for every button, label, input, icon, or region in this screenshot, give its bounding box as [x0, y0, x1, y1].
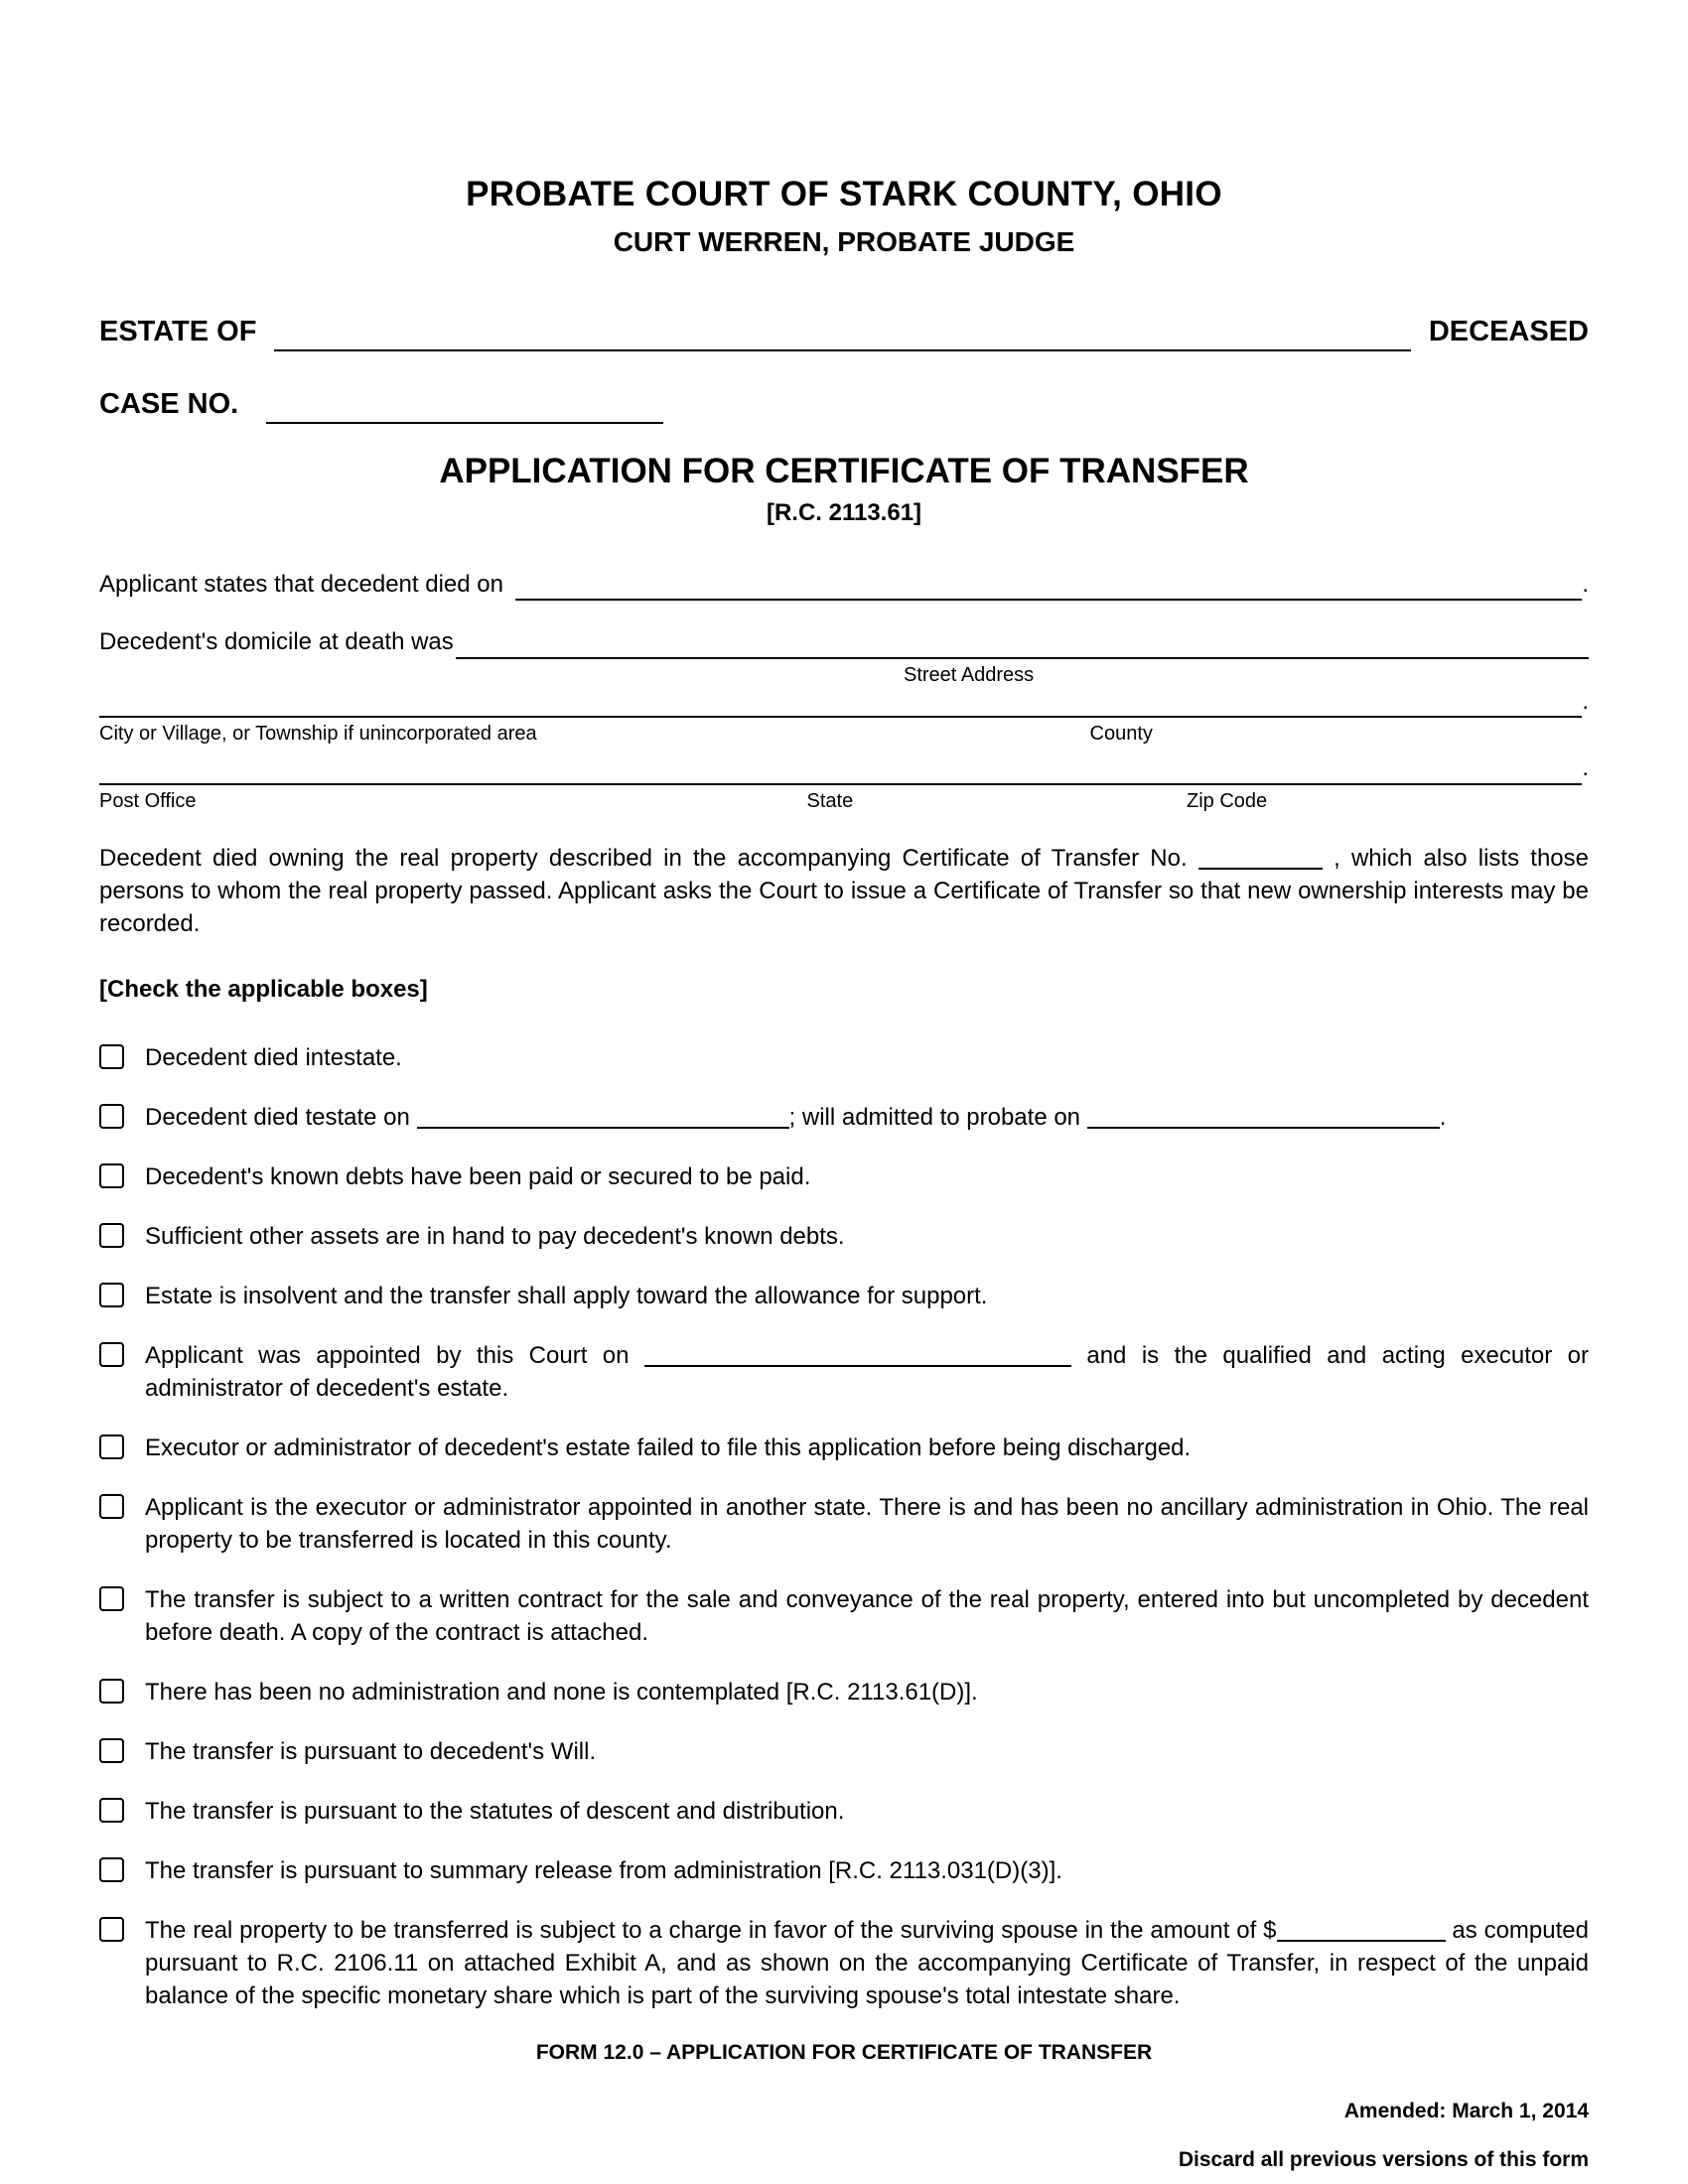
checkbox-12[interactable]: [99, 1798, 124, 1823]
footer-notes: [1179, 2078, 1589, 2174]
checkbox-list: [99, 1041, 1589, 2012]
state-caption: State: [806, 789, 854, 812]
checkbox-item-3: [99, 1160, 1589, 1193]
case-no-label: CASE NO.: [99, 388, 239, 421]
text-segment: and is the qualified and acting executor or administrator of decedent's estate.: [145, 1342, 1589, 1403]
post-office-state-zip-field[interactable]: [99, 761, 1582, 785]
text-segment: Decedent died testate on: [145, 1104, 417, 1132]
checkbox-label-10: [145, 1676, 1589, 1708]
checkbox-4[interactable]: [99, 1223, 124, 1248]
checkbox-label-14: [145, 1914, 1589, 2012]
checkbox-5[interactable]: [99, 1283, 124, 1307]
checkbox-item-13: [99, 1854, 1589, 1887]
checkbox-label-12: [145, 1795, 1589, 1828]
text-segment: There has been no administration and none is contemplated [R.C. 2113.61(D)].: [145, 1679, 978, 1706]
checkbox-item-14: [99, 1914, 1589, 2012]
checkbox-3[interactable]: [99, 1163, 124, 1188]
text-segment: Decedent died intestate.: [145, 1044, 402, 1072]
testate-date-field[interactable]: [417, 1107, 789, 1129]
post-office-row: [99, 752, 1589, 784]
checkbox-item-12: [99, 1795, 1589, 1828]
death-date-field[interactable]: [515, 574, 1582, 602]
deceased-label: DECEASED: [1428, 316, 1589, 348]
paragraph-text-before: Decedent died owning the real property described in the accompanying Certificate of Transfer No.: [99, 844, 1188, 872]
checkbox-6[interactable]: [99, 1342, 124, 1367]
text-segment: The transfer is pursuant to summary release from administration [R.C. 2113.031(D)(3)].: [145, 1857, 1062, 1885]
estate-of-label: ESTATE OF: [99, 316, 257, 348]
checkbox-label-4: [145, 1220, 1589, 1253]
city-county-row: [99, 686, 1589, 718]
death-date-row: [99, 569, 1589, 601]
checkbox-7[interactable]: [99, 1434, 124, 1459]
checkbox-item-8: [99, 1491, 1589, 1557]
certificate-paragraph: [99, 842, 1589, 940]
city-county-caption-row: [99, 718, 1589, 745]
checkbox-item-2: [99, 1101, 1589, 1134]
text-segment: Applicant is the executor or administrator appointed in another state. There is and has been no ancillary administration in Ohio. The real property to be transferred is located in this county.: [145, 1494, 1589, 1555]
domicile-row: [99, 626, 1589, 658]
city-county-field[interactable]: [99, 694, 1582, 718]
case-no-row: [99, 385, 1589, 424]
checkbox-13[interactable]: [99, 1857, 124, 1882]
period: .: [1582, 754, 1589, 782]
checkbox-label-2: [145, 1101, 1589, 1134]
death-date-label: Applicant states that decedent died on: [99, 570, 503, 598]
post-office-caption-row: [99, 785, 1589, 812]
checkbox-instruction: [Check the applicable boxes]: [99, 975, 428, 1003]
text-segment: Executor or administrator of decedent's estate failed to file this application before being discharged.: [145, 1434, 1192, 1462]
text-segment: Estate is insolvent and the transfer shall apply toward the allowance for support.: [145, 1283, 988, 1310]
judge-name: CURT WERREN, PROBATE JUDGE: [613, 226, 1075, 258]
discard-notice: Discard all previous versions of this form: [1178, 2147, 1589, 2171]
zip-caption: Zip Code: [1187, 789, 1268, 812]
checkbox-label-8: [145, 1491, 1589, 1557]
street-address-caption: Street Address: [904, 663, 1035, 686]
form-statute: [R.C. 2113.61]: [766, 498, 922, 526]
amended-date: Amended: March 1, 2014: [1343, 2100, 1589, 2123]
checkbox-14[interactable]: [99, 1917, 124, 1942]
text-segment: Applicant was appointed by this Court on: [145, 1342, 644, 1370]
text-segment: ; will admitted to probate on: [788, 1104, 1087, 1132]
checkbox-label-9: [145, 1583, 1589, 1649]
text-segment: .: [1439, 1104, 1447, 1132]
paragraph-text-after: , which also lists those persons to whom the real property passed. Applicant asks the Court to issue a Certificate of Transfer so that new ownership interests may be recorded.: [99, 844, 1589, 937]
text-segment: The transfer is pursuant to the statutes of descent and distribution.: [145, 1798, 845, 1826]
checkbox-label-11: [145, 1735, 1589, 1768]
checkbox-item-1: [99, 1041, 1589, 1074]
street-address-caption-row: [99, 659, 1589, 686]
checkbox-item-5: [99, 1280, 1589, 1312]
checkbox-label-3: [145, 1160, 1589, 1193]
checkbox-item-9: [99, 1583, 1589, 1649]
case-no-field[interactable]: [266, 391, 663, 424]
county-caption: County: [1089, 723, 1153, 746]
text-segment: as computed pursuant to R.C. 2106.11 on attached Exhibit A, and as shown on the accompanying Certificate of Transfer, in respect of the unpaid balance of the specific monetary share which is part of the surviving spouse's total intestate share.: [145, 1917, 1589, 2010]
form-title: APPLICATION FOR CERTIFICATE OF TRANSFER: [439, 452, 1249, 491]
appointment-date-field[interactable]: [644, 1345, 1071, 1367]
checkbox-1[interactable]: [99, 1044, 124, 1069]
checkbox-11[interactable]: [99, 1738, 124, 1763]
street-address-field[interactable]: [456, 631, 1589, 659]
checkbox-item-7: [99, 1432, 1589, 1464]
checkbox-2[interactable]: [99, 1104, 124, 1129]
text-segment: The real property to be transferred is subject to a charge in favor of the surviving spouse in the amount of $: [145, 1917, 1277, 1945]
checkbox-item-6: [99, 1339, 1589, 1405]
checkbox-item-10: [99, 1676, 1589, 1708]
form-footer-caption: FORM 12.0 – APPLICATION FOR CERTIFICATE OF TRANSFER: [535, 2041, 1153, 2065]
text-segment: The transfer is subject to a written contract for the sale and conveyance of the real property, entered into but uncompleted by decedent before death. A copy of the contract is attached.: [145, 1586, 1589, 1647]
estate-of-row: [99, 313, 1589, 351]
checkbox-10[interactable]: [99, 1679, 124, 1704]
estate-name-field[interactable]: [274, 319, 1410, 351]
text-segment: The transfer is pursuant to decedent's Will.: [145, 1738, 597, 1766]
checkbox-label-6: [145, 1339, 1589, 1405]
checkbox-item-4: [99, 1220, 1589, 1253]
period: .: [1582, 570, 1589, 598]
city-caption: City or Village, or Township if unincorporated area: [99, 723, 537, 746]
spouse-charge-amount-field[interactable]: [1277, 1920, 1446, 1942]
domicile-label: Decedent's domicile at death was: [99, 628, 454, 656]
post-office-caption: Post Office: [99, 789, 197, 812]
court-title: PROBATE COURT OF STARK COUNTY, OHIO: [466, 175, 1222, 213]
checkbox-9[interactable]: [99, 1586, 124, 1611]
checkbox-item-11: [99, 1735, 1589, 1768]
checkbox-label-5: [145, 1280, 1589, 1312]
checkbox-8[interactable]: [99, 1494, 124, 1519]
text-segment: Decedent's known debts have been paid or secured to be paid.: [145, 1163, 811, 1191]
period: .: [1582, 687, 1589, 715]
certificate-no-field[interactable]: [1198, 848, 1323, 870]
probate-admitted-date-field[interactable]: [1087, 1107, 1440, 1129]
checkbox-label-13: [145, 1854, 1589, 1887]
text-segment: Sufficient other assets are in hand to pay decedent's known debts.: [145, 1223, 845, 1251]
checkbox-label-7: [145, 1432, 1589, 1464]
checkbox-label-1: [145, 1041, 1589, 1074]
